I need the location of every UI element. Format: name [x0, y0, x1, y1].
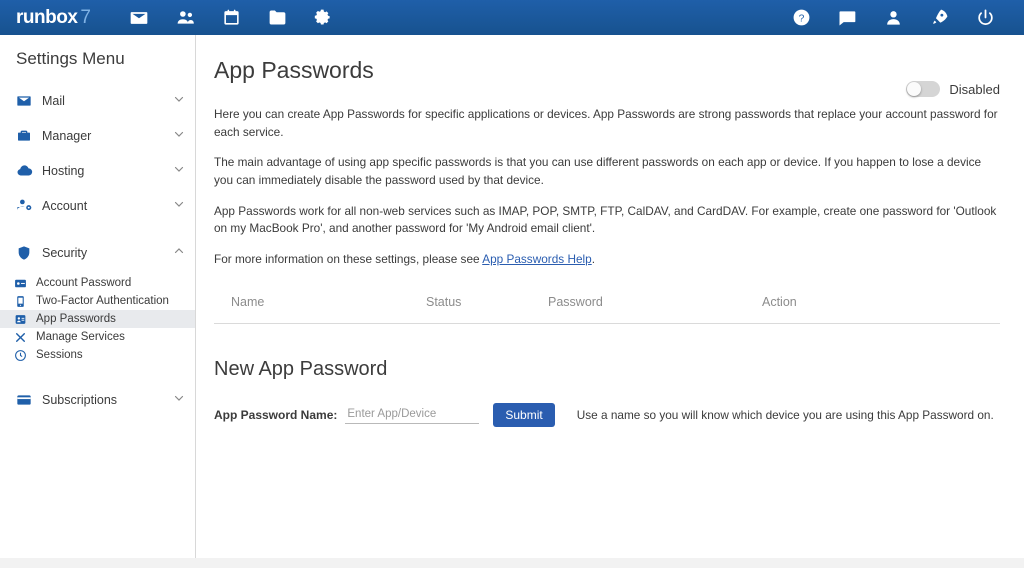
more-info-paragraph [214, 251, 1000, 269]
mail-icon [16, 93, 42, 109]
app-passwords-toggle-group [906, 81, 1000, 97]
top-right-actions [778, 0, 1008, 35]
help-icon[interactable] [778, 0, 824, 35]
sidebar-item-hosting[interactable] [0, 153, 195, 188]
app-password-icon [14, 313, 36, 326]
chevron-down-icon [173, 128, 185, 143]
subscriptions-icon [16, 392, 42, 408]
person-gear-icon [16, 197, 42, 214]
more-info-prefix: For more information on these settings, please see [214, 252, 483, 267]
sidebar-item-account-password[interactable] [0, 274, 195, 292]
chevron-down-icon [173, 392, 185, 407]
sidebar-item-label: Two-Factor Authentication [36, 295, 169, 307]
page-title: App Passwords [214, 57, 374, 83]
page-body [0, 35, 1024, 568]
sidebar-item-label: Subscriptions [42, 392, 118, 407]
password-card-icon [14, 277, 36, 290]
column-header-status: Status [426, 295, 462, 310]
svg-text:?: ? [798, 13, 804, 25]
clock-icon [14, 349, 36, 362]
sidebar-item-label: Account [42, 198, 88, 213]
settings-menu-title: Settings Menu [16, 49, 125, 68]
sidebar-item-sessions[interactable] [0, 346, 195, 364]
upgrade-rocket-icon[interactable] [916, 0, 962, 35]
top-nav-items [116, 0, 346, 35]
two-factor-icon [14, 295, 36, 308]
app-passwords-toggle[interactable] [906, 81, 940, 97]
column-header-name: Name [231, 295, 265, 310]
contacts-icon[interactable] [162, 0, 208, 35]
sidebar-item-label: Manager [42, 128, 92, 143]
main-content [196, 35, 1024, 568]
intro-paragraph-1: Here you can create App Passwords for specific applications or devices. App Passwords are strong passwords that replace your account password for each service. [214, 107, 998, 139]
new-app-password-title: New App Password [214, 357, 388, 380]
sidebar-item-manage-services[interactable] [0, 328, 195, 346]
files-icon[interactable] [254, 0, 300, 35]
submit-button[interactable]: Submit [493, 403, 554, 427]
calendar-icon[interactable] [208, 0, 254, 35]
runbox-logo[interactable] [16, 7, 90, 29]
sidebar-item-label: Account Password [36, 277, 132, 289]
sidebar-item-label: Security [42, 245, 88, 260]
sidebar-item-subscriptions[interactable] [0, 382, 195, 417]
brand-name: runbox [16, 6, 78, 28]
app-password-name-label: App Password Name: [214, 407, 338, 422]
sidebar-item-label: Sessions [36, 349, 83, 361]
feedback-icon[interactable] [824, 0, 870, 35]
app-password-name-input[interactable] [345, 406, 479, 424]
logout-power-icon[interactable] [962, 0, 1008, 35]
cloud-icon [16, 162, 42, 179]
new-app-password-form [214, 403, 1000, 427]
form-hint-text: Use a name so you will know which device you are using this App Password on. [576, 407, 994, 422]
toggle-state-label: Disabled [949, 81, 1000, 97]
briefcase-icon [16, 128, 42, 144]
chevron-up-icon [173, 245, 185, 260]
settings-gear-icon[interactable] [300, 0, 346, 35]
sidebar-item-label: Mail [42, 93, 65, 108]
intro-paragraph-2: The main advantage of using app specific passwords is that you can use different passwords on each app or device. If you happen to lose a device you can immediately disable the password used by that device. [214, 155, 982, 188]
app-passwords-help-link[interactable]: App Passwords Help [482, 252, 592, 267]
column-header-action: Action [762, 295, 797, 310]
sidebar-item-manager[interactable] [0, 118, 195, 153]
sidebar-item-label: Hosting [42, 163, 85, 178]
mail-icon[interactable] [116, 0, 162, 35]
intro-paragraph-3: App Passwords work for all non-web services such as IMAP, POP, SMTP, FTP, CalDAV, and CardDAV. For example, create one password for 'Outlook on my MacBook Pro', and another password for 'My Android email client'. [214, 203, 997, 236]
more-info-suffix: . [591, 252, 595, 267]
top-navigation-bar [0, 0, 1024, 35]
sidebar-item-two-factor-authentication[interactable] [0, 292, 195, 310]
column-header-password: Password [548, 295, 603, 310]
chevron-down-icon [173, 163, 185, 178]
sidebar-item-mail[interactable] [0, 83, 195, 118]
table-header-row [214, 282, 1000, 323]
sidebar-item-security[interactable] [0, 235, 195, 270]
shield-icon [16, 245, 42, 261]
sidebar-item-app-passwords[interactable] [0, 310, 195, 328]
app-passwords-table [214, 282, 1000, 324]
services-icon [14, 331, 36, 344]
security-submenu [0, 274, 195, 368]
chevron-down-icon [173, 198, 185, 213]
brand-version: 7 [80, 6, 91, 28]
bottom-strip [0, 558, 1024, 568]
sidebar-item-account[interactable] [0, 188, 195, 223]
sidebar-item-label: App Passwords [36, 313, 116, 325]
account-icon[interactable] [870, 0, 916, 35]
chevron-down-icon [173, 93, 185, 108]
settings-sidebar [0, 35, 196, 568]
toggle-knob [907, 82, 921, 96]
sidebar-item-label: Manage Services [36, 331, 125, 343]
